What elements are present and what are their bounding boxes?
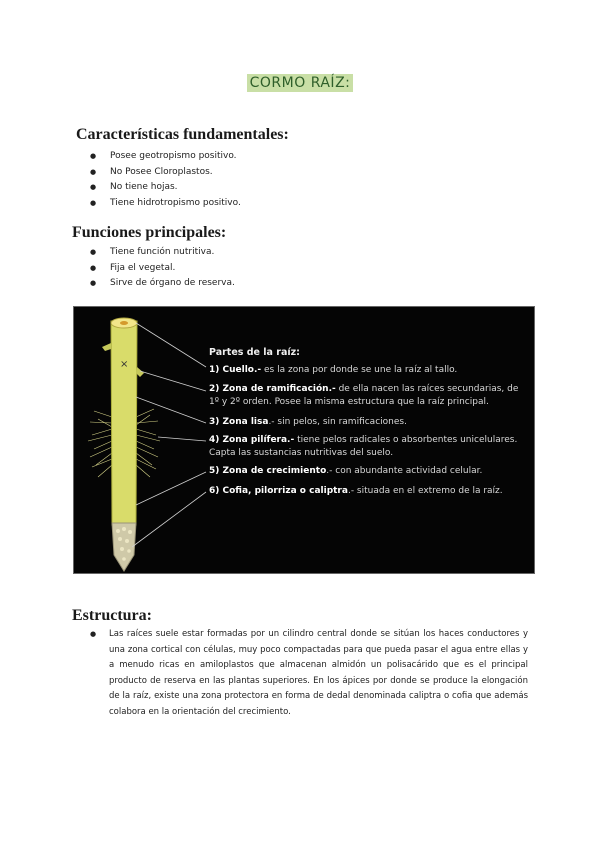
page-title: CORMO RAÍZ: bbox=[247, 74, 354, 92]
branch-mark: × bbox=[120, 359, 129, 370]
title-wrapper bbox=[0, 72, 600, 92]
root-body bbox=[111, 321, 137, 525]
list-funciones bbox=[90, 245, 235, 292]
list-item: ● Tiene función nutritiva. bbox=[90, 245, 235, 261]
list-item: ● Tiene hidrotropismo positivo. bbox=[90, 196, 241, 212]
root-part-5 bbox=[209, 465, 531, 478]
list-caracteristicas bbox=[90, 149, 241, 211]
branch-stub bbox=[102, 343, 111, 351]
part-desc: .- situada en el extremo de la raíz. bbox=[347, 486, 503, 496]
list-item: ● Posee geotropismo positivo. bbox=[90, 149, 241, 165]
root-part-1 bbox=[209, 364, 531, 377]
list-item: ● Sirve de órgano de reserva. bbox=[90, 276, 235, 292]
part-name: 2) Zona de ramificación.- bbox=[209, 384, 336, 394]
part-desc: es la zona por donde se une la raíz al tallo. bbox=[261, 365, 458, 375]
root-part-6 bbox=[209, 485, 531, 498]
list-item: ● No Posee Cloroplastos. bbox=[90, 165, 241, 181]
pointer-lines bbox=[132, 323, 206, 547]
figure-title: Partes de la raíz: bbox=[209, 347, 300, 358]
estructura-list bbox=[90, 627, 528, 720]
root-parts-figure bbox=[73, 306, 535, 574]
part-name: 5) Zona de crecimiento bbox=[209, 466, 327, 476]
part-desc: .- sin pelos, sin ramificaciones. bbox=[268, 417, 407, 427]
part-name: 4) Zona pilífera.- bbox=[209, 435, 295, 445]
part-name: 1) Cuello.- bbox=[209, 365, 262, 375]
root-part-4 bbox=[209, 434, 531, 460]
heading-funciones: Funciones principales: bbox=[72, 224, 227, 241]
root-center bbox=[120, 321, 128, 325]
heading-estructura: Estructura: bbox=[72, 607, 152, 624]
part-name: 3) Zona lisa bbox=[209, 417, 269, 427]
heading-caracteristicas: Características fundamentales: bbox=[76, 126, 289, 143]
part-desc: tiene pelos radicales o absorbentes unicelulares. Capta las sustancias nutritivas del suelo. bbox=[209, 435, 518, 458]
root-part-2 bbox=[209, 383, 531, 409]
estructura-paragraph: ● Las raíces suele estar formadas por un cilindro central donde se sitúan los haces conductores y una zona cortical con células, muy poco compactadas para que pueda pasar el agua entre ellas y a menudo ricas en amiloplastos que almacenan almidón un polisacárido que es el principal producto de reserva en las plantas superiores. En los ápices por donde se produce la elongación de la raíz, existe una zona protectora en forma de dedal denominada caliptra o cofia que además colabora en la orientación del crecimiento. bbox=[90, 627, 528, 720]
part-desc: .- con abundante actividad celular. bbox=[326, 466, 483, 476]
part-name: 6) Cofia, pilorriza o caliptra bbox=[209, 486, 348, 496]
part-desc: de ella nacen las raíces secundarias, de 1º y 2º orden. Posee la misma estructura que la raíz principal. bbox=[209, 384, 519, 407]
root-part-3 bbox=[209, 416, 531, 429]
list-item: ● No tiene hojas. bbox=[90, 180, 241, 196]
list-item: ● Fija el vegetal. bbox=[90, 261, 235, 277]
